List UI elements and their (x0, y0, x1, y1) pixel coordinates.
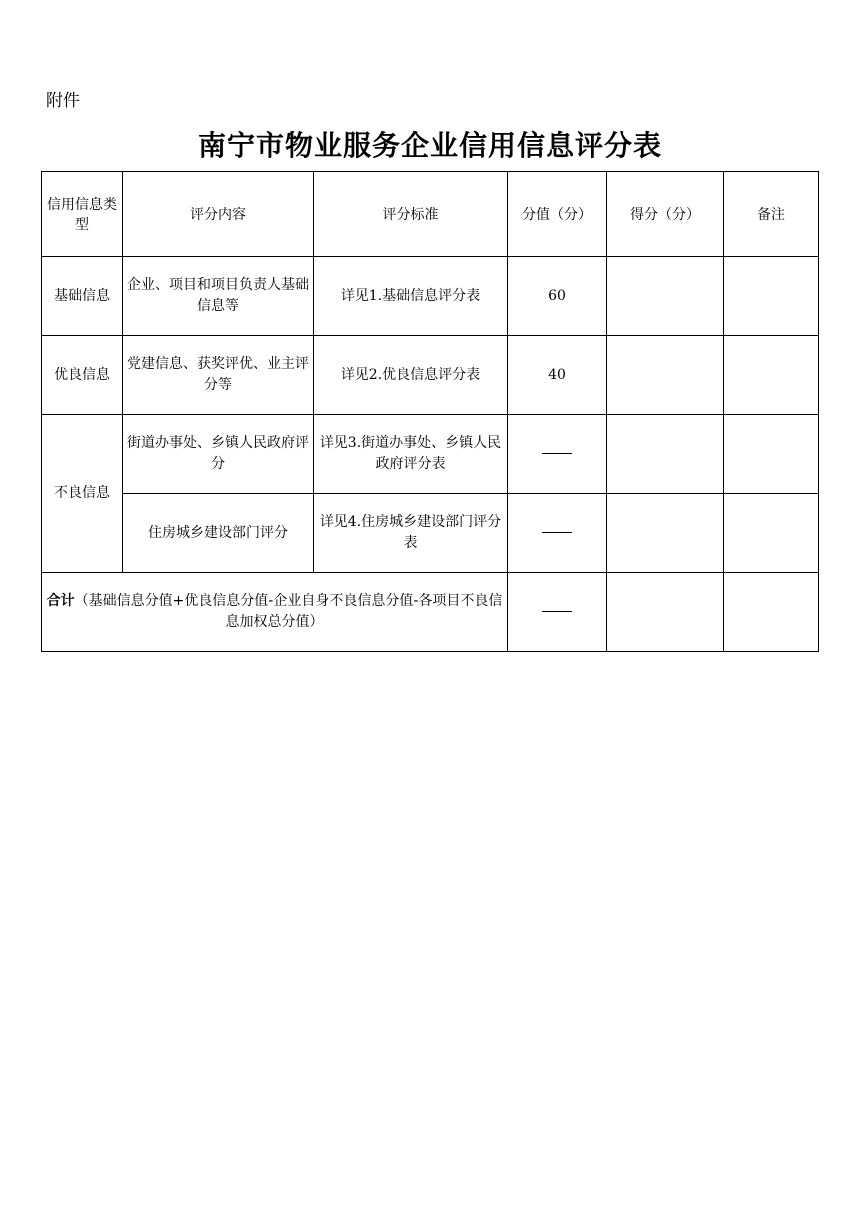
table-row (42, 336, 819, 415)
total-formula: （基础信息分值+优良信息分值-企业自身不良信息分值-各项目不良信息加权总分值） (74, 593, 503, 630)
row-standard: 详见3.街道办事处、乡镇人民政府评分表 (314, 415, 508, 494)
table-row (42, 257, 819, 336)
row-standard: 详见1.基础信息评分表 (314, 257, 508, 336)
header-remark: 备注 (724, 172, 819, 257)
table-row (42, 494, 819, 573)
row-obtained (607, 415, 724, 494)
row-remark (724, 494, 819, 573)
dash-mark (542, 453, 572, 454)
row-obtained (607, 257, 724, 336)
row-content: 企业、项目和项目负责人基础信息等 (123, 257, 314, 336)
header-obtained: 得分（分） (607, 172, 724, 257)
row-obtained (607, 336, 724, 415)
row-score: 60 (508, 257, 607, 336)
row-remark (724, 257, 819, 336)
header-content: 评分内容 (123, 172, 314, 257)
row-content: 街道办事处、乡镇人民政府评分 (123, 415, 314, 494)
attachment-label: 附件 (46, 91, 80, 111)
row-content: 住房城乡建设部门评分 (123, 494, 314, 573)
table-total-row (42, 573, 819, 652)
row-content: 党建信息、获奖评优、业主评分等 (123, 336, 314, 415)
score-table (41, 171, 819, 652)
row-score: 40 (508, 336, 607, 415)
row-remark (724, 415, 819, 494)
row-remark (724, 336, 819, 415)
row-type: 优良信息 (42, 336, 123, 415)
page-title: 南宁市物业服务企业信用信息评分表 (197, 129, 662, 162)
total-obtained (607, 573, 724, 652)
total-remark (724, 573, 819, 652)
table-header-row (42, 172, 819, 257)
dash-mark (542, 611, 572, 612)
row-score-dash (508, 415, 607, 494)
total-score-dash (508, 573, 607, 652)
row-obtained (607, 494, 724, 573)
header-standard: 评分标准 (314, 172, 508, 257)
row-score-dash (508, 494, 607, 573)
row-standard: 详见4.住房城乡建设部门评分表 (314, 494, 508, 573)
total-label: 合计 (46, 593, 75, 609)
row-standard: 详见2.优良信息评分表 (314, 336, 508, 415)
header-type: 信用信息类型 (42, 172, 123, 257)
total-formula-cell (42, 573, 508, 652)
header-score: 分值（分） (508, 172, 607, 257)
dash-mark (542, 532, 572, 533)
row-type: 基础信息 (42, 257, 123, 336)
row-type: 不良信息 (42, 415, 123, 573)
table-row (42, 415, 819, 494)
